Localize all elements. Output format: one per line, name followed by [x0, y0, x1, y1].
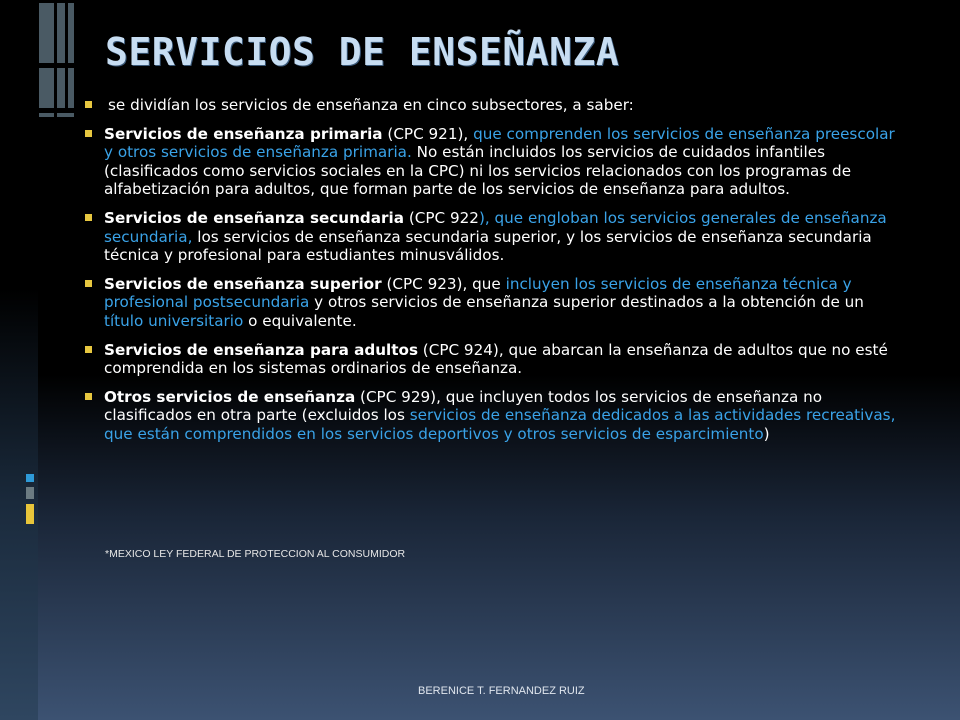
item-text: los servicios de enseñanza secundaria superior, y los servicios de enseñanza secundaria técnica y profesional para estudiantes minusválidos.: [104, 227, 872, 265]
item-highlight: ), que engloban los servicios generales de enseñanza secundaria,: [104, 208, 887, 246]
list-item-adultos: [84, 341, 904, 378]
list-item-otros: [84, 388, 904, 444]
bullet-icon: [85, 101, 92, 108]
decorative-block: [68, 68, 74, 108]
list-item-secundaria: [84, 209, 904, 265]
item-text: (CPC 921),: [382, 124, 474, 143]
bullet-list: [84, 96, 904, 454]
side-accent-yellow: [26, 504, 34, 524]
list-item-primaria: [84, 125, 904, 199]
item-heading: Servicios de enseñanza primaria: [104, 124, 383, 143]
decorative-block: [39, 113, 54, 117]
item-highlight: incluyen los servicios de enseñanza técnica y profesional postsecundaria: [104, 274, 852, 312]
item-text: o equivalente.: [243, 311, 357, 330]
item-highlight: servicios de enseñanza dedicados a las actividades recreativas, que están comprendidos en los servicios deportivos y otros servicios de esparcimiento: [104, 406, 896, 443]
list-item-intro: [84, 96, 904, 115]
slide-title: SERVICIOS DE ENSEÑANZA: [105, 30, 620, 74]
list-item-superior: [84, 275, 904, 331]
bullet-icon: [85, 130, 92, 137]
decorative-block: [39, 3, 54, 63]
item-text: y otros servicios de enseñanza superior destinados a la obtención de un: [309, 293, 864, 312]
decorative-block: [57, 68, 65, 108]
item-highlight: título universitario: [104, 311, 244, 330]
item-text: (CPC 924), que abarcan la enseñanza de adultos que no esté comprendida en los sistemas ordinarios de enseñanza.: [104, 340, 888, 378]
item-heading: Servicios de enseñanza secundaria: [104, 208, 404, 227]
item-heading: Otros servicios de enseñanza: [104, 387, 356, 406]
bullet-icon: [85, 214, 92, 221]
side-accent-gray: [26, 487, 34, 499]
footnote: *MEXICO LEY FEDERAL DE PROTECCION AL CONSUMIDOR: [105, 548, 406, 560]
decorative-block: [68, 3, 74, 63]
decorative-block: [57, 113, 74, 117]
item-text: ): [763, 424, 770, 443]
intro-text: se dividían los servicios de enseñanza en cinco subsectores, a saber:: [108, 96, 634, 114]
item-text: (CPC 929), que incluyen todos los servicios de enseñanza no clasificados en otra parte (excluidos los: [104, 387, 823, 425]
left-strip: [0, 0, 38, 720]
item-text: (CPC 922: [404, 208, 479, 227]
footer-author: BERENICE T. FERNANDEZ RUIZ: [418, 685, 585, 697]
item-text: No están incluidos los servicios de cuidados infantiles (clasificados como servicios sociales en la CPC) ni los servicios relacionados con los programas de alfabetización para adultos, que forman parte de los servicios de enseñanza para adultos.: [104, 143, 852, 199]
item-text: (CPC 923), que: [381, 274, 506, 293]
item-heading: Servicios de enseñanza superior: [104, 274, 382, 293]
bullet-icon: [85, 393, 92, 400]
side-accent-blue: [26, 474, 34, 482]
item-heading: Servicios de enseñanza para adultos: [104, 340, 418, 359]
bullet-icon: [85, 346, 92, 353]
item-highlight: que comprenden los servicios de enseñanza preescolar y otros servicios de enseñanza primaria.: [104, 124, 895, 162]
decorative-block: [39, 68, 54, 108]
decorative-block: [57, 3, 65, 63]
bullet-icon: [85, 280, 92, 287]
